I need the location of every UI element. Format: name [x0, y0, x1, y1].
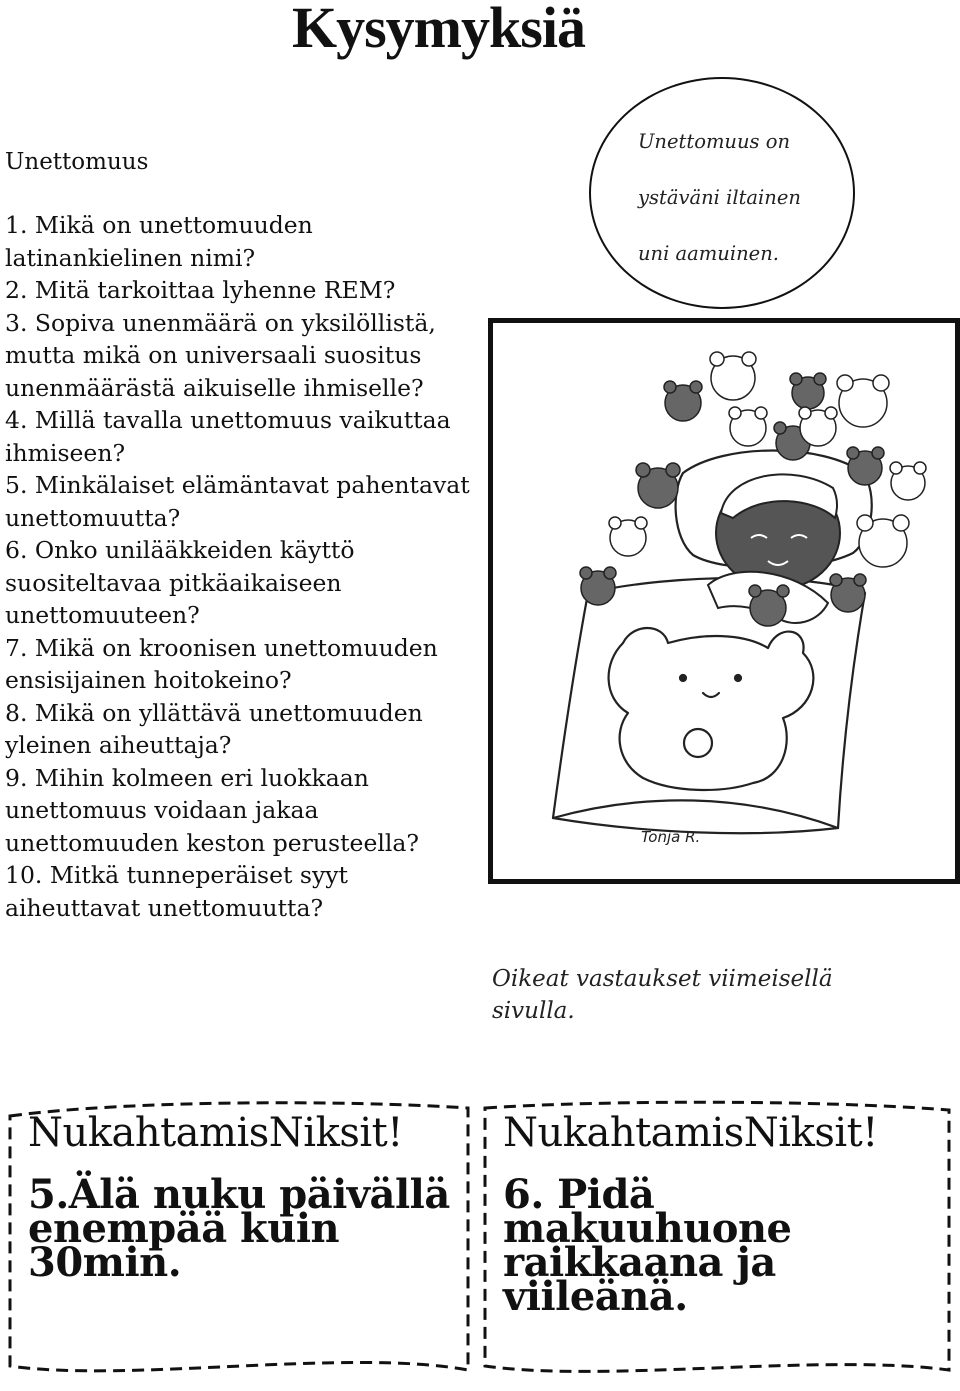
- question-item: 6. Onko unilääkkeiden käyttö suositeltavaa pitkäaikaiseen unettomuuteen?: [5, 536, 355, 629]
- question-item: 3. Sopiva unenmäärä on yksilöllistä, mutta mikä on universaali suositus unenmäärästä aikuiselle ihmiselle?: [5, 308, 436, 402]
- tip-heading: NukahtamisNiksit!: [28, 1110, 403, 1156]
- section-heading: Unettomuus: [5, 149, 149, 175]
- tip-body: 5.Älä nuku päivällä enempää kuin 30min.: [28, 1171, 450, 1286]
- tip-body: 6. Pidä makuuhuone raikkaana ja viileänä.: [503, 1171, 792, 1320]
- bubble-line: Unettomuus on: [638, 130, 791, 153]
- sleeping-child-illustration: [488, 318, 960, 884]
- tip-box: [483, 1098, 951, 1380]
- tip-box: [8, 1098, 470, 1380]
- bubble-line: ystäväni iltainen: [638, 186, 801, 209]
- bubble-text: [638, 114, 838, 282]
- question-item: 7. Mikä on kroonisen unettomuuden ensisijainen hoitokeino?: [5, 633, 438, 694]
- tip-heading: NukahtamisNiksit!: [503, 1110, 878, 1156]
- question-item: 9. Mihin kolmeen eri luokkaan unettomuus voidaan jakaa unettomuuden keston perusteella?: [5, 763, 420, 857]
- page-title: Kysymyksiä: [292, 0, 585, 60]
- artist-signature: Tonja R.: [641, 828, 701, 846]
- question-item: 5. Minkälaiset elämäntavat pahentavat unettomuutta?: [5, 471, 470, 532]
- answers-note: Oikeat vastaukset viimeisellä sivulla.: [492, 966, 833, 1024]
- bubble-line: uni aamuinen.: [638, 242, 779, 265]
- question-item: 1. Mikä on unettomuuden latinankielinen nimi?: [5, 211, 313, 272]
- blanket-bear: [609, 628, 814, 790]
- illustration-drawing: [493, 323, 955, 879]
- question-item: 10. Mitkä tunneperäiset syyt aiheuttavat unettomuutta?: [5, 861, 348, 922]
- question-list: [5, 209, 475, 924]
- question-item: 2. Mitä tarkoittaa lyhenne REM?: [5, 276, 396, 304]
- question-item: 4. Millä tavalla unettomuus vaikuttaa ihmiseen?: [5, 406, 451, 467]
- question-item: 8. Mikä on yllättävä unettomuuden yleinen aiheuttaja?: [5, 698, 423, 759]
